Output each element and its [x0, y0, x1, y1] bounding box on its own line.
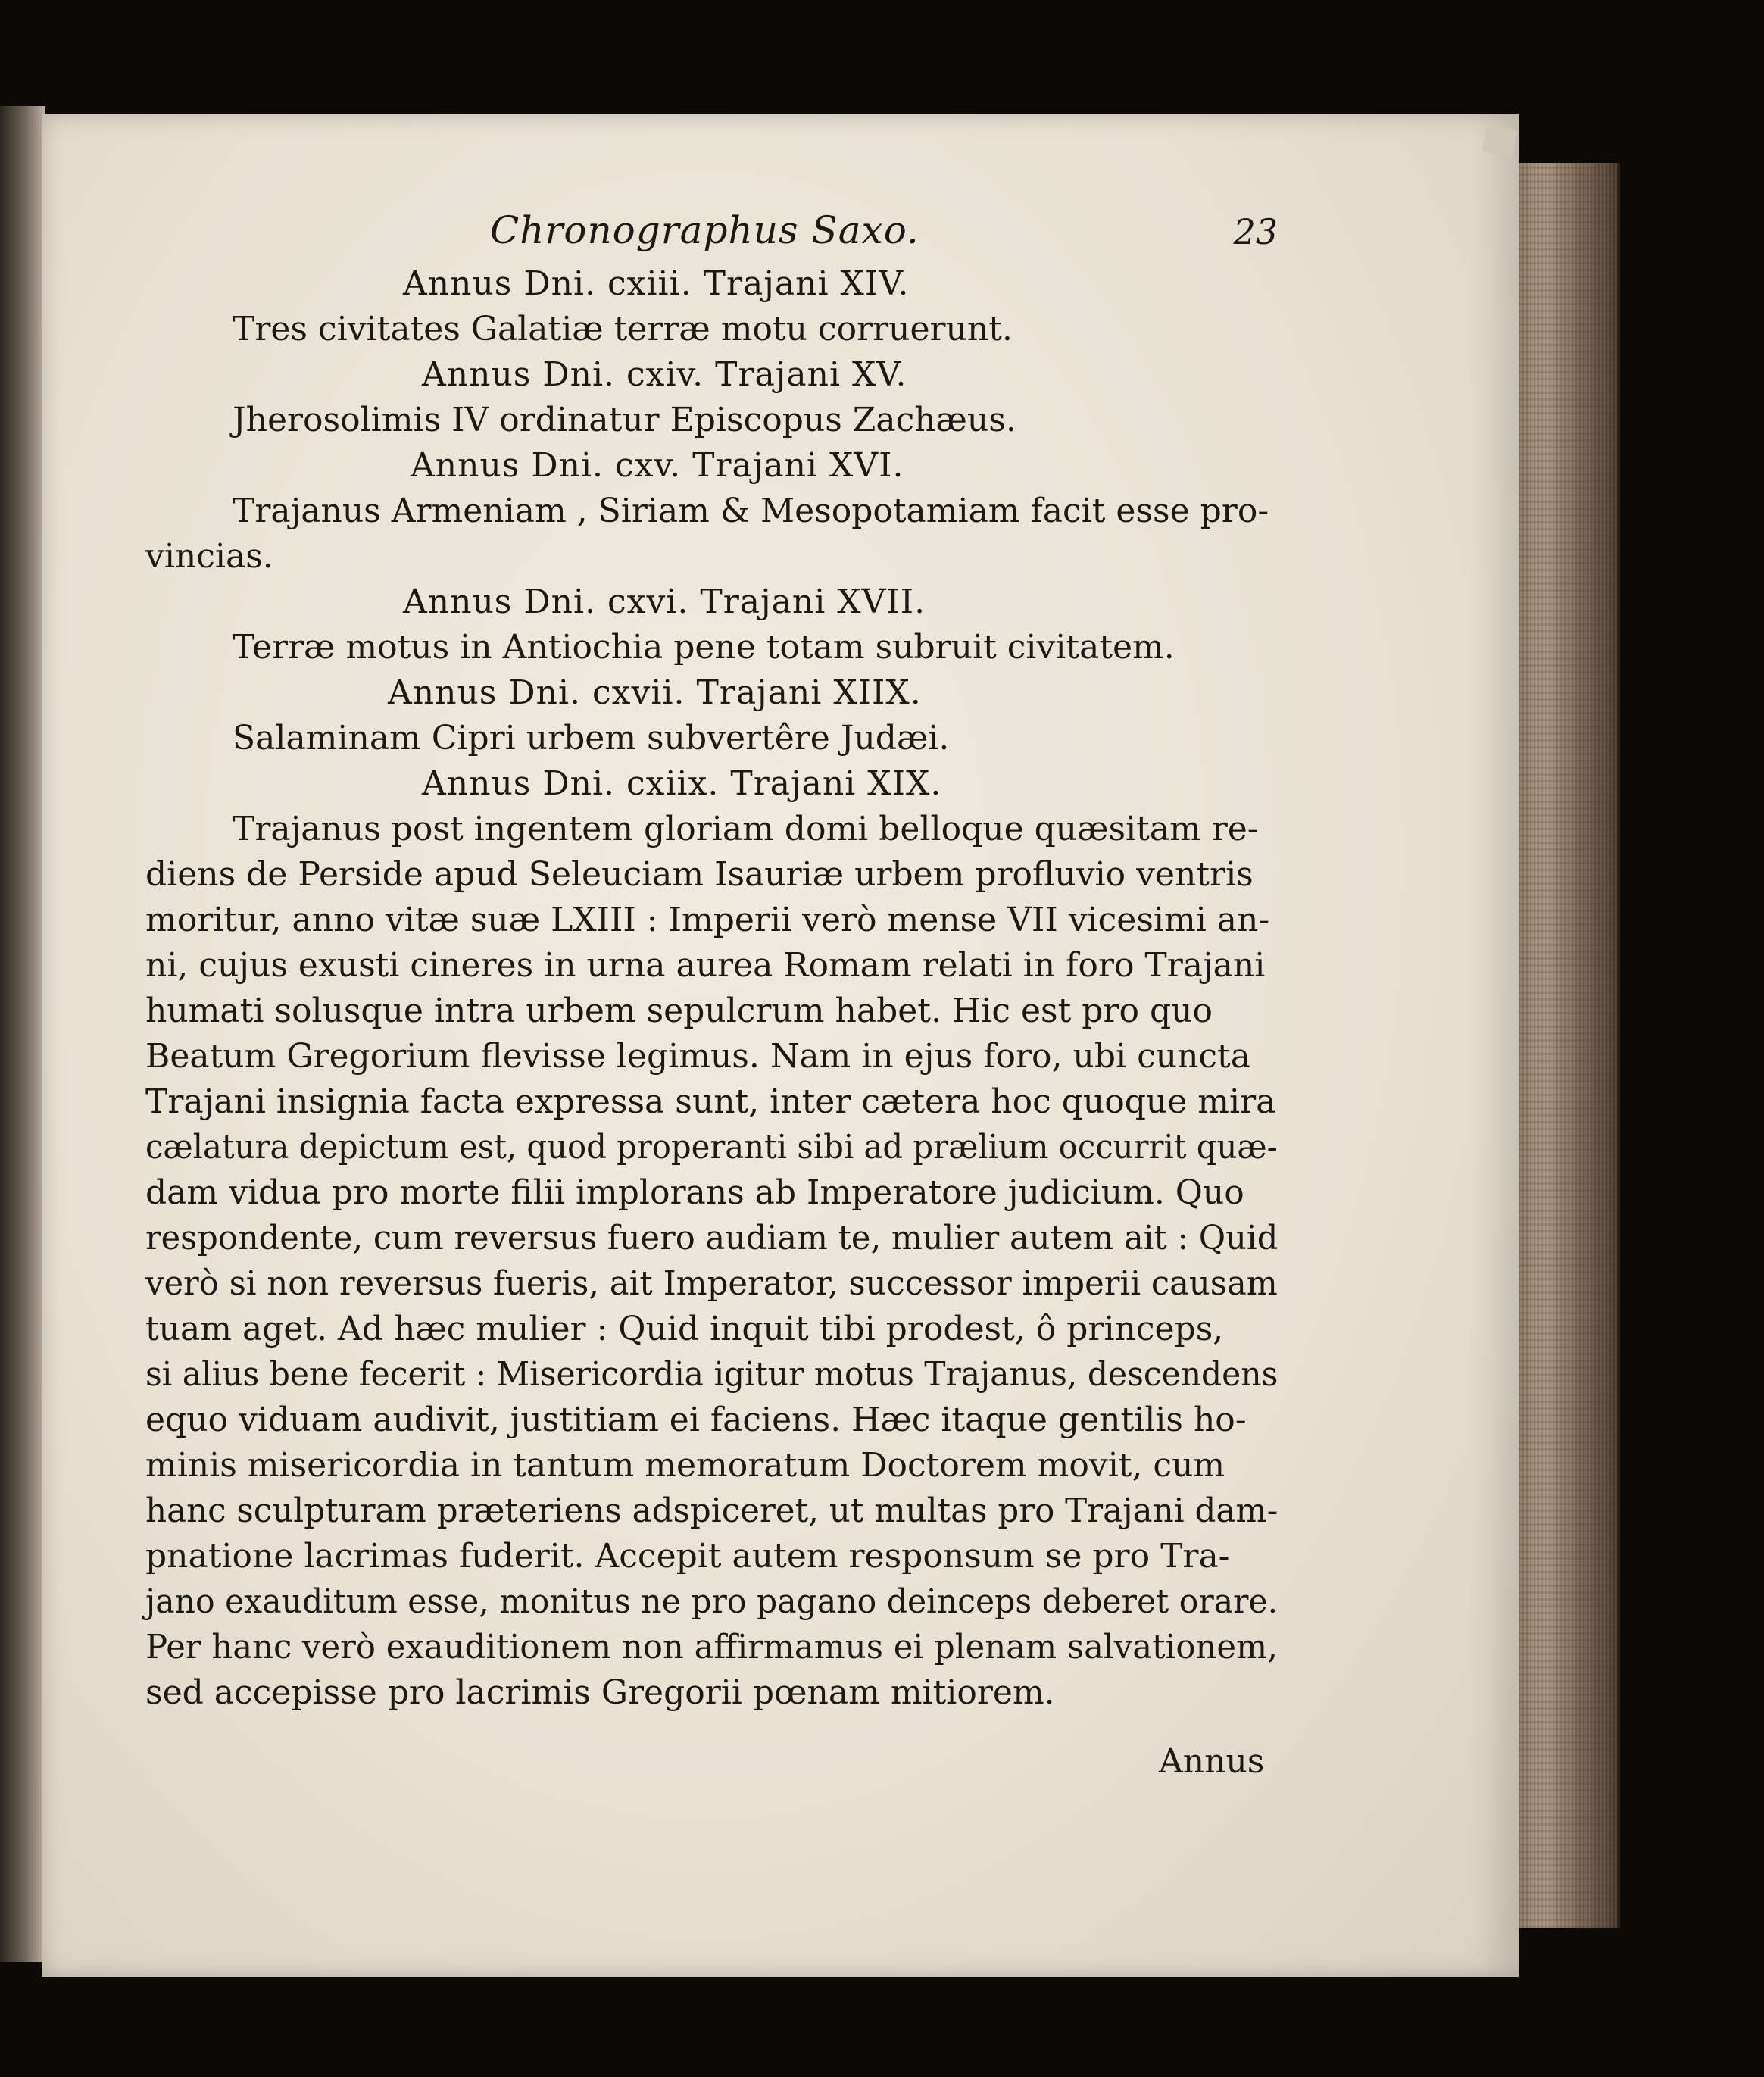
text-line: Tres civitates Galatiæ terræ motu corruerunt.: [233, 310, 1013, 348]
text-line: verò si non reversus fueris, ait Imperator, successor imperii causam: [145, 1264, 1278, 1303]
text-line: Per hanc verò exauditionem non affirmamus ei plenam salvationem,: [145, 1628, 1278, 1666]
text-line: Jherosolimis IV ordinatur Episcopus Zachæus.: [233, 401, 1016, 439]
text-line: cælatura depictum est, quod properanti sibi ad prælium occurrit quæ-: [145, 1128, 1278, 1167]
text-line: Trajani insignia facta expressa sunt, inter cætera hoc quoque mira: [145, 1082, 1276, 1121]
text-line: minis misericordia in tantum memoratum Doctorem movit, cum: [145, 1446, 1225, 1485]
year-heading: Annus Dni. cxiv. Trajani XV.: [422, 355, 907, 394]
year-heading: Annus Dni. cxvi. Trajani XVII.: [403, 582, 926, 621]
year-heading: Annus Dni. cxiix. Trajani XIX.: [422, 764, 942, 803]
text-line: equo viduam audivit, justitiam ei faciens. Hæc itaque gentilis ho-: [145, 1401, 1247, 1439]
text-line: pnatione lacrimas fuderit. Accepit autem responsum se pro Tra-: [145, 1537, 1230, 1576]
catchword: Annus: [1159, 1742, 1265, 1781]
facing-page-edge: [0, 106, 45, 1962]
text-line: Trajanus post ingentem gloriam domi belloque quæsitam re-: [233, 810, 1259, 848]
text-line: moritur, anno vitæ suæ LXIII : Imperii verò mense VII vicesimi an-: [145, 901, 1270, 939]
running-head: [145, 201, 1278, 261]
text-line: Trajanus Armeniam , Siriam & Mesopotamiam facit esse pro-: [233, 492, 1269, 530]
page-number: 23: [1233, 211, 1278, 252]
year-heading: Annus Dni. cxiii. Trajani XIV.: [403, 264, 910, 303]
book-fore-edge: [1515, 163, 1620, 1928]
page-text: [145, 201, 1278, 1716]
text-line: diens de Perside apud Seleuciam Isauriæ urbem profluvio ventris: [145, 855, 1254, 894]
text-line: ni, cujus exusti cineres in urna aurea Romam relati in foro Trajani: [145, 946, 1266, 985]
text-line: si alius bene fecerit : Misericordia igitur motus Trajanus, descendens: [145, 1355, 1279, 1394]
text-line: respondente, cum reversus fuero audiam te, mulier autem ait : Quid: [145, 1219, 1279, 1257]
text-line: Terræ motus in Antiochia pene totam subruit civitatem.: [233, 628, 1175, 667]
text-line: Beatum Gregorium flevisse legimus. Nam in ejus foro, ubi cuncta: [145, 1037, 1250, 1076]
year-heading: Annus Dni. cxv. Trajani XVI.: [411, 446, 904, 485]
page-title: Chronographus Saxo.: [490, 208, 919, 252]
year-heading: Annus Dni. cxvii. Trajani XIIX.: [388, 673, 922, 712]
text-line: hanc sculpturam præteriens adspiceret, ut multas pro Trajani dam-: [145, 1491, 1279, 1530]
text-line: sed accepisse pro lacrimis Gregorii pœnam mitiorem.: [145, 1673, 1055, 1712]
text-line: tuam aget. Ad hæc mulier : Quid inquit tibi prodest, ô princeps,: [145, 1310, 1224, 1348]
text-line: Salaminam Cipri urbem subvertêre Judæi.: [233, 719, 950, 757]
text-line: vincias.: [145, 537, 273, 576]
text-line: dam vidua pro morte filii implorans ab Imperatore judicium. Quo: [145, 1173, 1244, 1212]
text-line: jano exauditum esse, monitus ne pro pagano deinceps deberet orare.: [145, 1582, 1279, 1621]
text-line: humati solusque intra urbem sepulcrum habet. Hic est pro quo: [145, 992, 1213, 1030]
